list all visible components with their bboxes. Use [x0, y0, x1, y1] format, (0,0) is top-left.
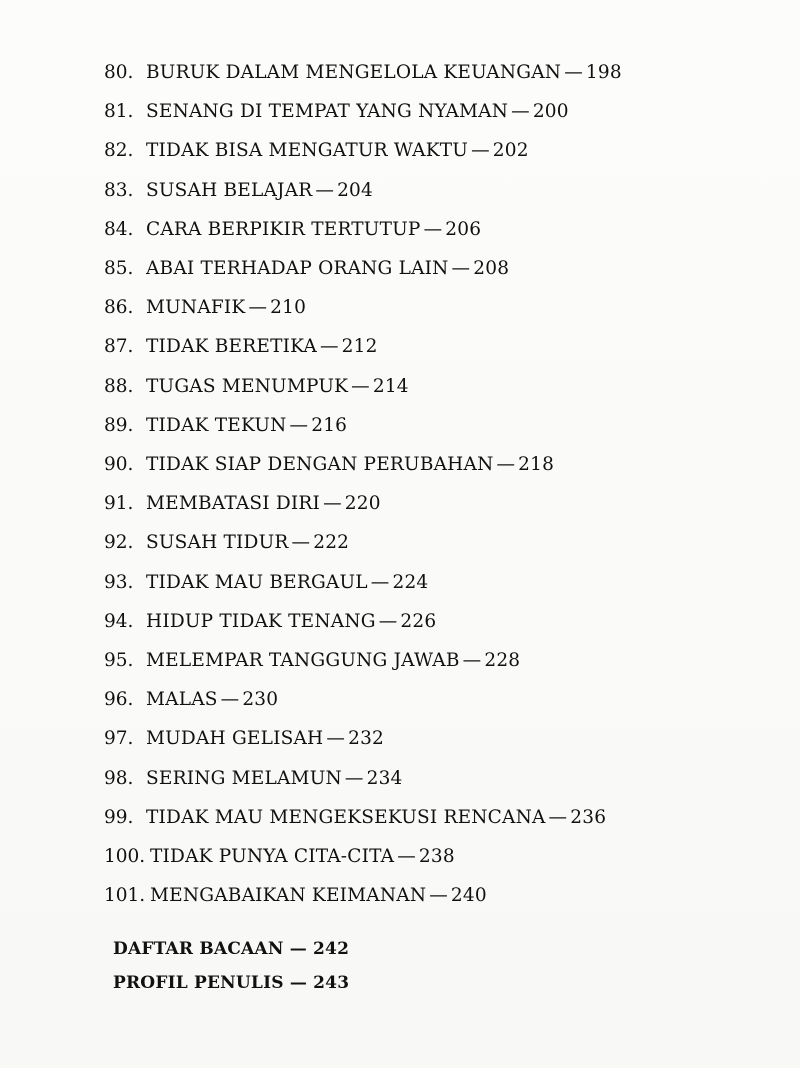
toc-entry-page: 200 [532, 101, 569, 123]
toc-entry [0, 176, 800, 206]
dash: — [451, 258, 471, 279]
toc-entry-title: TUGAS MENUMPUK [146, 375, 349, 397]
toc-entry [0, 881, 800, 911]
toc-entry-title: MELEMPAR TANGGUNG JAWAB [146, 650, 460, 671]
toc-entry [0, 254, 800, 284]
toc-entry-page: 210 [270, 297, 307, 319]
toc-entry [0, 803, 800, 833]
toc-entry-page: 216 [311, 414, 348, 436]
toc-entry-page: 206 [445, 218, 482, 240]
toc-entry [0, 489, 800, 519]
toc-entry-title: SUSAH BELAJAR [146, 179, 313, 201]
dash: — [378, 610, 398, 632]
toc-entry-title: TIDAK MAU MENGEKSEKUSI RENCANA [146, 806, 546, 828]
toc-entry-page: 232 [348, 728, 385, 750]
back-matter-item-profil-penulis [113, 966, 713, 1000]
toc-entry [0, 293, 800, 323]
toc-entry-number: 90. [104, 454, 134, 475]
toc-entry-page: 222 [313, 532, 350, 554]
toc-entry-number: 96. [104, 689, 134, 711]
dash: — [370, 571, 390, 593]
toc-entry [0, 646, 800, 676]
toc-entry-title: MUDAH GELISAH [146, 728, 324, 750]
toc-entry-title: CARA BERPIKIR TERTUTUP [146, 218, 421, 240]
toc-entry-number: 98. [104, 767, 134, 789]
toc-entry-page: 198 [585, 62, 622, 83]
dash: — [462, 650, 482, 671]
toc-entry [0, 215, 800, 245]
dash: — [220, 689, 240, 711]
dash: — [471, 140, 490, 162]
toc-entry-number: 83. [104, 179, 134, 201]
toc-entry-page: 234 [366, 767, 403, 789]
dash: — [289, 414, 309, 436]
toc-entry [0, 372, 800, 402]
toc-entry-title: SENANG DI TEMPAT YANG NYAMAN [146, 101, 509, 123]
dash: — [289, 939, 307, 959]
toc-entry [0, 58, 800, 88]
toc-entry-number: 86. [104, 297, 134, 319]
toc-entry-title: SERING MELAMUN [146, 767, 342, 789]
toc-entry-page: 204 [337, 179, 373, 201]
toc-entry [0, 607, 800, 637]
toc-entry [0, 528, 800, 558]
back-matter-page: 243 [313, 973, 350, 993]
dash: — [319, 336, 339, 358]
toc-entry-title: HIDUP TIDAK TENANG [146, 610, 376, 632]
toc-entry-title: TIDAK MAU BERGAUL [146, 571, 368, 593]
toc-entry-title: BURUK DALAM MENGELOLA KEUANGAN [146, 62, 562, 83]
toc-entry-number: 91. [104, 493, 134, 515]
toc-entry-page: 226 [400, 610, 437, 632]
dash: — [564, 62, 583, 83]
back-matter-list [113, 932, 713, 1000]
toc-entry-page: 240 [450, 885, 487, 907]
dash: — [351, 375, 370, 397]
toc-entry-title: TIDAK TEKUN [146, 414, 287, 436]
toc-entry-title: TIDAK BERETIKA [146, 336, 317, 358]
toc-entry-number: 82. [104, 140, 134, 162]
toc-entry-page: 202 [492, 140, 529, 162]
toc-entry-page: 208 [473, 258, 510, 279]
toc-entry-title: TIDAK BISA MENGATUR WAKTU [146, 140, 469, 162]
toc-entry-number: 84. [104, 218, 134, 240]
toc-entry-number: 100. [104, 846, 146, 867]
toc-entry [0, 97, 800, 127]
toc-entry-title: MENGABAIKAN KEIMANAN [150, 885, 427, 907]
toc-entry-number: 99. [104, 806, 134, 828]
toc-entry [0, 450, 800, 480]
toc-entry-title: TIDAK SIAP DENGAN PERUBAHAN [146, 454, 494, 475]
toc-entry [0, 568, 800, 598]
toc-entry-number: 101. [104, 885, 146, 907]
toc-entry-number: 80. [104, 62, 134, 83]
toc-entry [0, 136, 800, 166]
dash: — [326, 728, 346, 750]
toc-entry-title: MALAS [146, 689, 218, 711]
toc-entry-number: 94. [104, 610, 134, 632]
dash: — [423, 218, 443, 240]
dash: — [291, 532, 311, 554]
toc-entry-number: 93. [104, 571, 134, 593]
dash: — [289, 973, 308, 993]
dash: — [397, 846, 416, 867]
toc-entry-number: 88. [104, 375, 134, 397]
dash: — [248, 297, 268, 319]
toc-entry-page: 236 [570, 806, 607, 828]
back-matter-title: PROFIL PENULIS [113, 973, 284, 993]
toc-entry [0, 332, 800, 362]
dash: — [323, 493, 342, 515]
dash: — [315, 179, 335, 201]
dash: — [496, 454, 516, 475]
back-matter-item-daftar-bacaan [113, 932, 713, 966]
toc-entry-title: ABAI TERHADAP ORANG LAIN [146, 258, 449, 279]
dash: — [511, 101, 530, 123]
toc-entry-page: 224 [392, 571, 429, 593]
toc-entry-number: 85. [104, 258, 134, 279]
toc-entry-page: 238 [418, 846, 455, 867]
toc-entry-number: 97. [104, 728, 134, 750]
toc-entry-title: MEMBATASI DIRI [146, 493, 321, 515]
back-matter-page: 242 [313, 939, 350, 959]
toc-entry-page: 220 [344, 493, 381, 515]
toc-entry-number: 87. [104, 336, 134, 358]
toc-entry-number: 89. [104, 414, 134, 436]
dash: — [429, 885, 448, 907]
toc-entry-page: 214 [372, 375, 409, 397]
toc-entry-title: TIDAK PUNYA CITA-CITA [150, 846, 395, 867]
back-matter-title: DAFTAR BACAAN [113, 939, 284, 959]
toc-entry [0, 411, 800, 441]
toc-entry-page: 230 [242, 689, 279, 711]
toc-entry-title: SUSAH TIDUR [146, 532, 289, 554]
toc-entry-page: 212 [341, 336, 378, 358]
toc-entry [0, 685, 800, 715]
toc-entry-number: 81. [104, 101, 134, 123]
toc-entry [0, 842, 800, 872]
toc-entry-page: 218 [518, 454, 555, 475]
dash: — [344, 767, 364, 789]
toc-entry [0, 764, 800, 794]
toc-entry-number: 92. [104, 532, 134, 554]
toc-entry-number: 95. [104, 650, 134, 671]
toc-entry-page: 228 [484, 650, 521, 671]
toc-entry-title: MUNAFIK [146, 297, 246, 319]
toc-entry [0, 724, 800, 754]
dash: — [548, 806, 568, 828]
